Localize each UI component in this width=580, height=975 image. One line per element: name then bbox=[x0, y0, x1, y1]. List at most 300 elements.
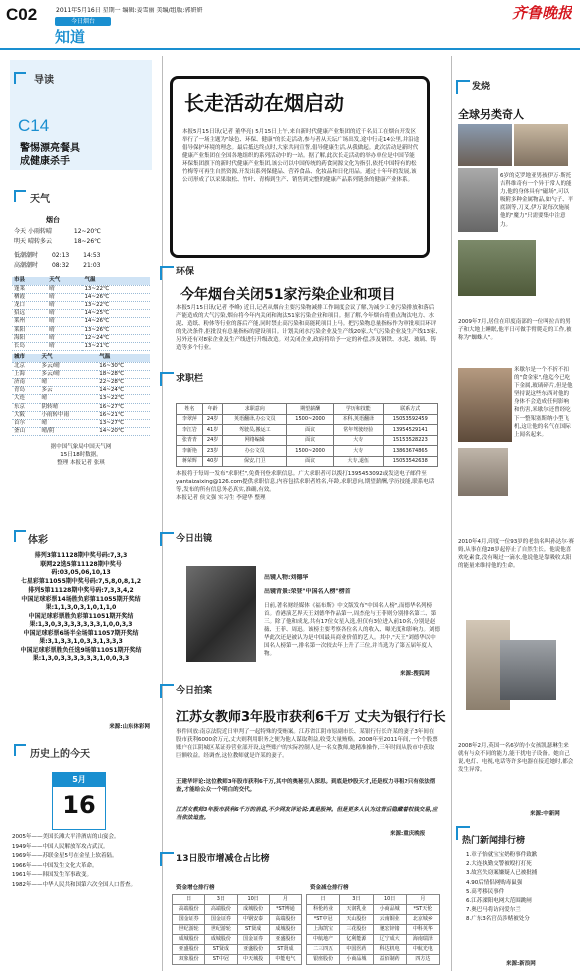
table-cell: 10日 bbox=[373, 895, 406, 905]
table-cell: 多云/晴 bbox=[40, 370, 98, 378]
star-photo bbox=[186, 566, 256, 662]
hot-news-item[interactable]: 2.大连执勤交警被殴打打死 bbox=[466, 861, 532, 868]
tide-time: 14:53 bbox=[83, 252, 101, 259]
table-cell: 李新艳 bbox=[177, 446, 203, 457]
table-cell: 中科英华 bbox=[406, 925, 439, 935]
table-cell: *ST中冠 bbox=[307, 915, 340, 925]
star-source: 来源:搜狐网 bbox=[400, 671, 430, 677]
table-row bbox=[12, 403, 150, 411]
table-row bbox=[177, 425, 438, 436]
table-row bbox=[12, 293, 150, 301]
jobs-note: 本报将于每周一发布"求职栏",免费刊登求职信息。广大求职者可以拨打1395453092或发送电子邮件至yantaizaixing@126.com提供求职信息,内容包括求职者姓名,年龄,求职意向,期望薪酬,学历技能,联系电话等,发布的所有信息务必真实,准确,有效。 本报记者 侯文强 实习生 李建华 整理 bbox=[176, 471, 435, 500]
tide-time: 21:03 bbox=[83, 262, 101, 269]
table-cell: 市县 bbox=[12, 277, 47, 285]
env-headline[interactable]: 今年烟台关闭51家污染企业和项目 bbox=[180, 287, 396, 303]
table-cell: 14~25℃ bbox=[82, 310, 150, 318]
section-name: 知道 bbox=[55, 28, 86, 46]
hot-source: 来源:新浪网 bbox=[506, 961, 536, 967]
star-body: 日前,著名财经媒体《福布斯》中文版发布"中国名人榜",而德华名列榜首。香港演艺界天王刘德华作品第一,周杰伦与王菲则分别排名第二、第三。除了他和成龙,共有17位女星入选,但仅有3位进入前10名,分别是赵薇、王菲、周迅。该榜主要考察各位名人的收入、曝光度和影响力。刘德华此次还是被认为是中国最具商业价值的艺人。其中,"天王"刘德华以中国名人榜第一,排名第一次较去年上升了三位,并当选为了第五届年度人物。 bbox=[264, 603, 440, 657]
table-cell: 大专 bbox=[333, 446, 383, 457]
photo-boy-2 bbox=[514, 124, 568, 166]
stocks-reduce-table bbox=[306, 894, 440, 965]
table-cell: *ST博通 bbox=[269, 905, 301, 915]
table-cell: 晴 bbox=[47, 285, 82, 293]
table-cell: 天气 bbox=[47, 277, 82, 285]
table-cell: 上海凯宝 bbox=[307, 925, 340, 935]
table-cell: 面议 bbox=[287, 435, 334, 446]
table-row bbox=[12, 395, 150, 403]
table-cell: 莱州 bbox=[12, 318, 47, 326]
table-cell: 13~22℃ bbox=[97, 395, 150, 403]
table-cell: 月 bbox=[406, 895, 439, 905]
table-cell: 14~20℃ bbox=[97, 428, 150, 436]
table-cell: 云南铜业 bbox=[373, 915, 406, 925]
table-cell: ST贤成 bbox=[237, 925, 269, 935]
table-cell: 晴 bbox=[47, 293, 82, 301]
table-cell: ST贤成 bbox=[205, 945, 237, 955]
city-weather-table bbox=[12, 354, 150, 436]
star-label: 今日出镜 bbox=[176, 534, 213, 544]
table-cell: 本科,英语翻译 bbox=[333, 414, 383, 425]
bracket-icon bbox=[14, 530, 26, 542]
table-cell: 东京 bbox=[12, 403, 40, 411]
bracket-icon bbox=[160, 372, 174, 386]
case-source: 来源:重庆晚报 bbox=[390, 831, 426, 837]
table-row bbox=[307, 925, 440, 935]
table-row bbox=[173, 945, 302, 955]
newspaper-logo: 齐鲁晚报 bbox=[511, 6, 572, 22]
table-cell: 15153528223 bbox=[383, 435, 437, 446]
table-cell: 13~27℃ bbox=[97, 420, 150, 428]
bracket-icon bbox=[456, 80, 470, 94]
case-label: 今日拍案 bbox=[176, 686, 213, 696]
table-cell: 3日 bbox=[340, 895, 373, 905]
table-cell: 14~26℃ bbox=[82, 293, 150, 301]
case-body: 事件回放:南京法院近日审判了一起特殊的受贿案。江苏省江阴市原副市长、某银行行长许某的妻子3年间在股市获利6000余万元,丈夫则利用职务之便为他人谋取利益,收受大量贿赂。2008年至2011年间,一个个股票账户在江阴城区某证券营业部开设,这些账户的实际控制人是一名女教师,她精准操作,三年时间从股市中获取巨额收益。经调查,这位教师就是许某的妻子。 bbox=[176, 729, 438, 759]
guide-title: 导读 bbox=[34, 75, 54, 86]
photo-oldman bbox=[458, 448, 508, 496]
table-row bbox=[177, 435, 438, 446]
table-cell: 中航光电 bbox=[406, 945, 439, 955]
table-cell: 小商品城 bbox=[340, 955, 373, 965]
table-cell: 亚盛股份 bbox=[173, 945, 205, 955]
history-list bbox=[12, 833, 152, 890]
date-line: 2011年5月16日 星期一 编辑:姜雪丽 美编/组版:郭妍妍 bbox=[56, 7, 203, 14]
lottery-line: 中国足球彩票6场半全场第11057期开奖结果:3,1,3,3,1,0,3,3,1,3,3,3 bbox=[23, 630, 139, 645]
history-item: 1966年——中国发生文化大革命。 bbox=[12, 862, 98, 869]
column-divider bbox=[162, 56, 163, 971]
table-cell: 李翠萍 bbox=[177, 414, 203, 425]
table-row bbox=[173, 935, 302, 945]
table-row bbox=[173, 905, 302, 915]
section-pill: 今日烟台 bbox=[55, 17, 111, 26]
table-cell: ST贤成 bbox=[269, 945, 301, 955]
table-cell: 亚盛股份 bbox=[269, 935, 301, 945]
table-cell: 期望薪酬 bbox=[287, 404, 334, 415]
history-item: 1961年——韩国发生军事政变。 bbox=[12, 872, 92, 878]
table-cell: 保安,门卫 bbox=[223, 456, 287, 467]
jobs-label: 求职栏 bbox=[176, 374, 204, 384]
stocks-label: 13日股市增减仓占比榜 bbox=[176, 854, 270, 864]
temp: 12~20℃ bbox=[73, 228, 101, 235]
lottery-line: 中国足球彩票胜负任选9场第11051期开奖结果:1,3,0,3,3,3,3,3,3,1,0,0,3,3 bbox=[20, 647, 142, 662]
table-cell: 成城股份 bbox=[237, 905, 269, 915]
table-cell: 晴 bbox=[47, 343, 82, 351]
table-cell: 晴 bbox=[40, 379, 98, 387]
hot-label: 热门新闻排行榜 bbox=[462, 836, 526, 846]
table-cell: 常年驾驶经验 bbox=[333, 425, 383, 436]
table-cell: 网络编辑 bbox=[223, 435, 287, 446]
jobs-table bbox=[176, 403, 438, 467]
table-cell: 24岁 bbox=[202, 414, 223, 425]
table-cell: 22~28℃ bbox=[97, 379, 150, 387]
weather-today bbox=[14, 228, 101, 236]
table-row bbox=[177, 414, 438, 425]
table-cell: 天山股份 bbox=[340, 915, 373, 925]
history-item: 1969年——苏联金星5号在金星上软着陆。 bbox=[12, 853, 118, 859]
table-row bbox=[12, 302, 150, 310]
table-cell: 天气 bbox=[40, 354, 98, 362]
table-cell: 亚盛股份 bbox=[237, 945, 269, 955]
table-cell: 14~24℃ bbox=[97, 387, 150, 395]
table-cell: 日 bbox=[307, 895, 340, 905]
table-cell: ST中冠 bbox=[205, 955, 237, 965]
hot-news-item[interactable]: 7.奥巴马将访问爱尔兰 bbox=[466, 907, 521, 914]
table-cell: 阴转晴 bbox=[40, 403, 98, 411]
table-cell: 张青青 bbox=[177, 435, 203, 446]
photo-girl-2 bbox=[500, 640, 556, 700]
table-cell: 气温 bbox=[82, 277, 150, 285]
table-row bbox=[12, 318, 150, 326]
table-cell: 求职意向 bbox=[223, 404, 287, 415]
fav-title[interactable]: 全球另类奇人 bbox=[458, 108, 524, 121]
case-comment2: 江苏女教师3年股市获利6千万的消息,不少网友评论说:真是股神。但是更多人认为这背后隐藏着权钱交易,应当依法追查。 bbox=[176, 807, 438, 821]
table-cell: 二三四五 bbox=[307, 945, 340, 955]
table-cell: 3日 bbox=[205, 895, 237, 905]
guide-page: C14 bbox=[18, 116, 50, 135]
table-row bbox=[12, 310, 150, 318]
table-cell: 小雨转中雨 bbox=[40, 411, 98, 419]
table-cell: 面议 bbox=[287, 456, 334, 467]
table-cell: 北京 bbox=[12, 362, 40, 370]
table-cell: 釜山 bbox=[12, 428, 40, 436]
table-row bbox=[12, 420, 150, 428]
weather-source: 据中国气象局中国天气网 15日18时数据。 整理 本报记者 张琪 bbox=[50, 444, 112, 466]
weather-title: 天气 bbox=[30, 194, 50, 205]
day-label: 今天 bbox=[14, 228, 27, 235]
table-cell: 18~28℃ bbox=[97, 370, 150, 378]
table-cell: 大连 bbox=[12, 395, 40, 403]
table-row bbox=[173, 915, 302, 925]
table-cell: 双象股份 bbox=[173, 955, 205, 965]
tide-label: 高潮潮时 bbox=[14, 262, 39, 269]
table-cell: 小商品城 bbox=[373, 905, 406, 915]
day-label: 明天 bbox=[14, 238, 27, 245]
star-headline[interactable]: 出镜背景:荣登"中国名人榜"榜首 bbox=[264, 588, 351, 595]
bracket-icon bbox=[160, 852, 174, 866]
lottery-results bbox=[12, 552, 150, 664]
history-item: 2005年——美国长滩大平洋酒店的山宴会。 bbox=[12, 834, 120, 840]
table-cell: 40岁 bbox=[202, 456, 223, 467]
fav-item-3: 米歇尔是一个不折不扣的"食金家",他迄今已吃下金属,玻璃碎片,但是他坚持说这些东西对他的身体不会造成任何影响和伤害,米歇尔还曾经吃下一整架塞斯纳小型飞机,这让他的名气在国际上闻名起来。 bbox=[514, 367, 573, 438]
weather-city: 烟台 bbox=[46, 216, 60, 224]
bracket-icon bbox=[14, 190, 26, 202]
table-cell: 辽宁成大 bbox=[373, 935, 406, 945]
table-cell: 高端股份 bbox=[205, 905, 237, 915]
table-cell: 13954529141 bbox=[383, 425, 437, 436]
lottery-title: 体彩 bbox=[28, 535, 48, 546]
header-rule bbox=[0, 48, 580, 50]
table-cell: 世纪游轮 bbox=[205, 925, 237, 935]
table-cell: 海南瑞泽 bbox=[406, 935, 439, 945]
lottery-line: 中国足球彩票14场胜负彩第11055期开奖结果:1,1,3,0,3,1,0,1,1,0 bbox=[21, 596, 141, 611]
table-cell: 大专,退伍 bbox=[333, 456, 383, 467]
table-cell: 24岁 bbox=[202, 435, 223, 446]
history-item: 1949年——中国人民解放军攻占武汉。 bbox=[12, 843, 109, 850]
table-cell: 晴/阴 bbox=[40, 428, 98, 436]
table-cell: 青岛 bbox=[12, 387, 40, 395]
table-row bbox=[12, 343, 150, 351]
table-row bbox=[12, 379, 150, 387]
top-story-title[interactable]: 长走活动在烟启动 bbox=[184, 91, 344, 115]
table-cell: 长岛 bbox=[12, 343, 47, 351]
table-cell: 13~22℃ bbox=[82, 302, 150, 310]
page-code: C02 bbox=[6, 5, 38, 24]
table-row bbox=[173, 955, 302, 965]
table-cell: 姓名 bbox=[177, 404, 203, 415]
table-cell: 招远 bbox=[12, 310, 47, 318]
calendar-card bbox=[52, 772, 106, 830]
table-row bbox=[307, 955, 440, 965]
table-row bbox=[12, 285, 150, 293]
tide-low bbox=[14, 252, 100, 260]
lottery-source: 来源:山东体彩网 bbox=[109, 724, 150, 730]
table-cell: 栖霞 bbox=[12, 293, 47, 301]
condition: 小雨转晴 bbox=[27, 228, 52, 235]
table-cell: 世纪游轮 bbox=[173, 925, 205, 935]
lottery-line: 排列3第11128期中奖号码:7,3,3 bbox=[34, 552, 128, 559]
table-row bbox=[12, 362, 150, 370]
table-cell: 联系方式 bbox=[383, 404, 437, 415]
table-cell: 13~22℃ bbox=[82, 285, 150, 293]
fav-item-1: 6岁的克罗地亚男孩伊万·斯托吉科维奇有一个异于常人的能力,他的身体具有"磁场",可以吸附多种金属物品,如勺子、平底锅等,刀叉,伊万说每次施展他的"魔力"只需要集中注意力。 bbox=[500, 173, 574, 228]
table-cell: 高端股份 bbox=[173, 905, 205, 915]
table-cell: 月 bbox=[269, 895, 301, 905]
table-cell: 15053592459 bbox=[383, 414, 437, 425]
stocks-add-table bbox=[172, 894, 302, 965]
lottery-line: 中国足球彩票胜负彩第11051期开奖结果:1,3,0,3,3,3,3,3,3,3,1,0,0,3,3 bbox=[28, 613, 134, 628]
temp: 18~26℃ bbox=[73, 238, 101, 245]
table-cell: 16~30℃ bbox=[97, 362, 150, 370]
hot-news-item[interactable]: 6.江苏溧阳电网大范围跳闸 bbox=[466, 898, 532, 905]
table-cell: 蓬莱 bbox=[12, 285, 47, 293]
photo-boy-3 bbox=[458, 168, 498, 232]
table-cell: 气温 bbox=[97, 354, 150, 362]
bracket-icon bbox=[160, 684, 174, 698]
table-row bbox=[12, 387, 150, 395]
stocks-t2-title: 资金减仓排行榜 bbox=[310, 885, 349, 891]
table-cell: 李江岩 bbox=[177, 425, 203, 436]
table-cell: 大专 bbox=[333, 435, 383, 446]
table-cell: 益佰制药 bbox=[373, 955, 406, 965]
table-cell: 多云/晴 bbox=[40, 362, 98, 370]
table-cell: 国金证券 bbox=[205, 915, 237, 925]
table-cell: 中航地产 bbox=[307, 935, 340, 945]
fav-item-2: 2009年7月,居住在印度南部的一位叫拉吉的男子和大地上睡眠,他平日可做手臂爬走的工作,被称为"蜘蛛人"。 bbox=[458, 319, 572, 342]
county-weather-table bbox=[12, 277, 150, 351]
table-cell: 海阳 bbox=[12, 334, 47, 342]
table-cell: 济南 bbox=[12, 379, 40, 387]
table-cell: 1500~2000 bbox=[287, 414, 334, 425]
history-title: 历史上的今天 bbox=[30, 749, 90, 760]
table-cell: 1500~2000 bbox=[287, 446, 334, 457]
case-headline[interactable]: 江苏女教师3年股市获利6千万 丈夫为银行行长 bbox=[176, 710, 446, 725]
table-cell: 41岁 bbox=[202, 425, 223, 436]
table-header bbox=[307, 895, 440, 905]
table-cell: 13863674865 bbox=[383, 446, 437, 457]
table-header bbox=[12, 354, 150, 362]
hot-news-item[interactable]: 8.广东3名官员涉赌被处分 bbox=[466, 916, 530, 923]
table-cell: 晴 bbox=[47, 302, 82, 310]
hot-news-list bbox=[466, 851, 574, 925]
top-story-body: 本报5月15日讯(记者 董华亮) 5月15日上午,来自新时代健康产业集团的近千名员工在烟台开发区举行了一场主题为"绿色、环保、健康"的长走活动,参与者从天坛广场出发,途中行走14公里,并沿途倡导保护环境的理念。最后抵达终点时,大家共同宣誓,倡导健康生活,从我做起。此次活动是新时代健康产业集团在全国各地组织的系列活动中的一站。据了解,此次长走活动的举办单位是中国节能环保集团旗下的新时代健康产业集团,该公司以中国传统的药食同源文化为指引,依托中国特有的松竹梅等可再生自然资源,开发出系列保健品、营养食品、化妆品和日化用品。通过十年年的发展,该公司形成了以采果取松、竹叶、青梅到生产、销售到完整的健康产品系列链条的健康产业体系。 bbox=[182, 129, 420, 183]
table-cell: 16~21℃ bbox=[97, 411, 150, 419]
table-row bbox=[177, 446, 438, 457]
table-cell: 成城股份 bbox=[173, 935, 205, 945]
table-cell: 驾驶员,搬运工 bbox=[223, 425, 287, 436]
table-cell: *ST天伦 bbox=[406, 905, 439, 915]
table-cell: 亿利能源 bbox=[340, 935, 373, 945]
bracket-icon bbox=[14, 72, 26, 84]
table-cell: 天润乳业 bbox=[340, 905, 373, 915]
table-cell: 晴 bbox=[47, 326, 82, 334]
hot-news-item[interactable]: 5.高考移民事件 bbox=[466, 888, 505, 895]
table-cell: 晴 bbox=[47, 334, 82, 342]
fav-source: 来源:中新网 bbox=[530, 811, 560, 817]
table-cell: 年龄 bbox=[202, 404, 223, 415]
table-cell: 高端股份 bbox=[269, 915, 301, 925]
case-comment: 王建华评论:这位教师3年股市获利6千万,其中的奥秘引人深思。到底是炒股天才,还是权力寻租?只有依法彻查,才能给公众一个明白的交代。 bbox=[176, 779, 436, 793]
table-row bbox=[12, 334, 150, 342]
table-cell: 国金证券 bbox=[173, 915, 205, 925]
table-cell: 四方达 bbox=[406, 955, 439, 965]
table-row bbox=[307, 935, 440, 945]
table-cell: 科达机电 bbox=[373, 945, 406, 955]
column-divider bbox=[451, 56, 452, 971]
star-name: 出镜人物:刘德华 bbox=[264, 574, 309, 581]
table-cell: 办公文员 bbox=[223, 446, 287, 457]
fav-item-5: 2008年2月,英国一名6岁的小女孩凯瑟琳生来就有与众不同的能力,能干扰电子设备。她自己说,电灯、电视,电话等许多电器在接近她时,都会发生异常。 bbox=[458, 743, 574, 774]
table-cell: 三花股份 bbox=[340, 925, 373, 935]
tide-label: 低潮潮时 bbox=[14, 252, 39, 259]
env-body: 本报5月15日讯(记者 李峰) 近日,记者从烟台主要污染物减排工作调度会议了解,为减少工业污染排放和落后产能造成的大气污染,烟台将今年内关闭和淘汰51家污染企业和项目。据了解,今年烟台将重点淘汰电力、水泥、造纸、粉体等行业的落后产能,同时禁止高污染和高能耗项目上马。把污染物总量指标作为审批项目环评的先决条件,拒批没有总量指标的建设项目。计划关闭水污染企业及生产线20家,大气污染企业及生产线13家,另外还有对8家企业及生产线进行升级改造。对关闭企业,政府将给予一定的补偿,涉及钢铁、水泥、玻璃、铸造等多个行业。 bbox=[176, 305, 438, 351]
table-cell: 学历和技能 bbox=[333, 404, 383, 415]
table-cell: 英语翻译,办公文员 bbox=[223, 414, 287, 425]
table-row bbox=[307, 905, 440, 915]
table-cell: 12~24℃ bbox=[82, 334, 150, 342]
calendar-day: 16 bbox=[62, 791, 96, 819]
table-row bbox=[12, 326, 150, 334]
table-cell: 中天城投 bbox=[237, 955, 269, 965]
table-cell: 23岁 bbox=[202, 446, 223, 457]
bracket-icon bbox=[160, 266, 174, 280]
table-cell: 国金证券 bbox=[237, 935, 269, 945]
table-cell: 13~26℃ bbox=[82, 326, 150, 334]
fav-item-4: 2010年4月,印度一位93岁的老翁名叫孙达尔·赛姆,从事在他28岁起停止了自然生长。他说他喜欢吃素食,没有喝过一滴水,他说他是靠吸收太阳的能量来维持他的生命。 bbox=[458, 539, 574, 570]
stocks-t1-title: 资金增仓排行榜 bbox=[176, 885, 215, 891]
table-cell: 北京城乡 bbox=[406, 915, 439, 925]
tide-high bbox=[14, 262, 100, 270]
photo-eater bbox=[458, 368, 512, 442]
table-cell: 莱阳 bbox=[12, 326, 47, 334]
table-cell: 晴 bbox=[47, 318, 82, 326]
hot-news-item[interactable]: 3.故宫失窃案嫌疑人已被批捕 bbox=[466, 870, 538, 877]
lottery-line: 排列5第11128期中奖号码:7,3,3,4,2 bbox=[28, 587, 134, 594]
table-cell: 中能电气 bbox=[269, 955, 301, 965]
photo-spiderman bbox=[458, 240, 536, 296]
table-row bbox=[173, 925, 302, 935]
photo-boy bbox=[458, 124, 512, 166]
table-cell: 13~21℃ bbox=[82, 343, 150, 351]
guide-headline[interactable]: 警惕漂亮餐具 成健康杀手 bbox=[20, 143, 80, 167]
table-row bbox=[12, 370, 150, 378]
table-cell: 成城股份 bbox=[205, 935, 237, 945]
table-cell: 蒋荣辉 bbox=[177, 456, 203, 467]
table-header bbox=[177, 404, 438, 415]
hot-news-item[interactable]: 1.章子怡就宝宝奶粉事件致歉 bbox=[466, 852, 538, 858]
table-row bbox=[12, 411, 150, 419]
bracket-icon bbox=[14, 744, 26, 756]
table-cell: 面议 bbox=[287, 425, 334, 436]
tide-time: 08:32 bbox=[51, 262, 70, 269]
table-cell: 城市 bbox=[12, 354, 40, 362]
env-label: 环保 bbox=[176, 267, 195, 277]
table-cell: 10日 bbox=[237, 895, 269, 905]
table-cell: 成城股份 bbox=[269, 925, 301, 935]
lottery-line: 联网22选5第11128期中奖号码:03,05,06,10,13 bbox=[40, 561, 122, 576]
table-row bbox=[177, 456, 438, 467]
table-cell: 上海 bbox=[12, 370, 40, 378]
table-cell: 多云 bbox=[40, 387, 98, 395]
bracket-icon bbox=[160, 532, 174, 546]
table-row bbox=[307, 945, 440, 955]
table-row bbox=[307, 915, 440, 925]
table-row bbox=[12, 428, 150, 436]
table-cell: 中钢安泰 bbox=[237, 915, 269, 925]
lottery-line: 七星彩第11055期中奖号码:7,5,8,0,8,1,2 bbox=[20, 578, 142, 585]
table-header bbox=[173, 895, 302, 905]
table-cell: 晴 bbox=[47, 310, 82, 318]
table-cell: 首尔 bbox=[12, 420, 40, 428]
table-cell: 日 bbox=[173, 895, 205, 905]
history-item: 1982年——中华人民共和国第六次全国人口普查。 bbox=[12, 881, 136, 888]
hot-news-item[interactable]: 4.90后情侣网购毒鼠强 bbox=[466, 879, 523, 886]
condition: 晴转多云 bbox=[27, 238, 52, 245]
table-cell: 龙口 bbox=[12, 302, 47, 310]
table-cell: 14~26℃ bbox=[82, 318, 150, 326]
tide-time: 02:13 bbox=[51, 252, 70, 259]
table-cell: 15053542638 bbox=[383, 456, 437, 467]
table-cell: 大阪 bbox=[12, 411, 40, 419]
table-cell: 科伦药业 bbox=[307, 905, 340, 915]
table-cell: 晴 bbox=[40, 395, 98, 403]
weather-tomorrow bbox=[14, 238, 101, 246]
calendar-month: 5月 bbox=[53, 773, 105, 787]
table-cell: 16~27℃ bbox=[97, 403, 150, 411]
table-header bbox=[12, 277, 150, 285]
table-cell: 银座股份 bbox=[307, 955, 340, 965]
table-cell: 晴 bbox=[40, 420, 98, 428]
